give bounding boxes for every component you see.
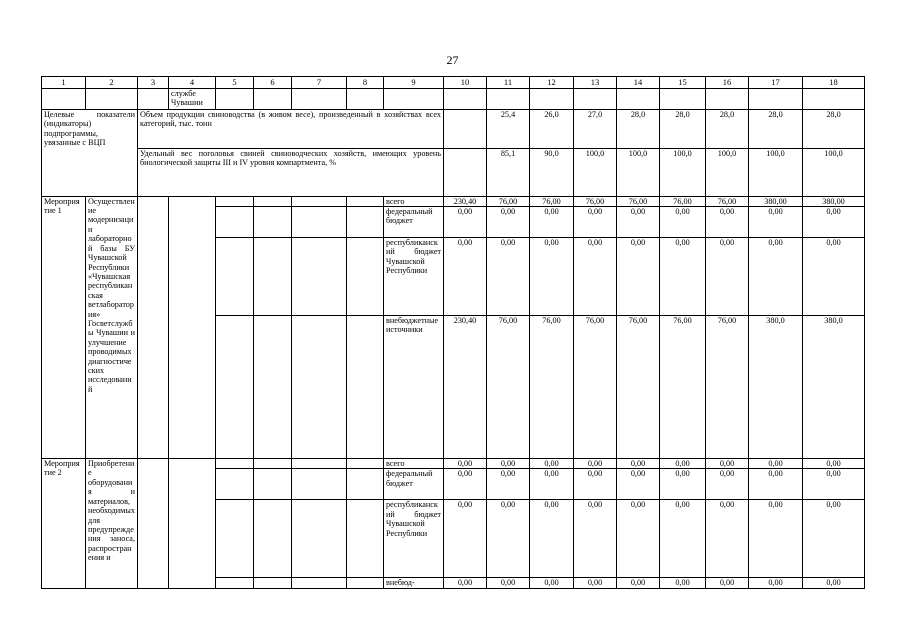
funding-value: 0,00 xyxy=(487,469,530,500)
indicator-value: 28,0 xyxy=(660,110,706,149)
funding-source: внебюджетные источники xyxy=(384,316,444,459)
funding-value: 76,00 xyxy=(487,316,530,459)
empty-cell xyxy=(384,89,444,110)
funding-value: 380,0 xyxy=(749,316,803,459)
column-header: 3 xyxy=(138,77,169,89)
funding-value: 0,00 xyxy=(530,469,574,500)
funding-value: 76,00 xyxy=(530,316,574,459)
funding-source: республиканский бюджет Чувашской Республики xyxy=(384,238,444,316)
funding-value: 76,00 xyxy=(660,316,706,459)
column-header: 8 xyxy=(347,77,384,89)
funding-value: 0,00 xyxy=(706,578,749,588)
empty-cell xyxy=(216,578,254,588)
funding-value: 0,00 xyxy=(749,469,803,500)
activity-description: Осуществление модернизации лабораторной базы БУ Чувашской Республики «Чувашская республиканская ветлаборатория» Госветслужбы Чувашии и улучшение проводимых диагностических исследований xyxy=(86,196,138,458)
funding-value: 0,00 xyxy=(749,238,803,316)
funding-value: 0,00 xyxy=(660,500,706,578)
empty-cell xyxy=(216,238,254,316)
funding-value: 0,00 xyxy=(803,238,865,316)
indicator-value: 100,0 xyxy=(574,148,617,196)
funding-value: 230,40 xyxy=(444,316,487,459)
activity-row xyxy=(42,196,865,206)
empty-cell xyxy=(216,459,254,469)
funding-value: 380,00 xyxy=(803,196,865,206)
empty-cell xyxy=(254,578,292,588)
empty-cell xyxy=(444,148,487,196)
activity-label: Мероприятие 2 xyxy=(42,459,86,589)
empty-cell xyxy=(216,469,254,500)
empty-cell xyxy=(216,500,254,578)
empty-cell xyxy=(292,469,347,500)
funding-value: 0,00 xyxy=(444,578,487,588)
funding-value: 0,00 xyxy=(487,459,530,469)
funding-value: 0,00 xyxy=(660,469,706,500)
funding-value: 0,00 xyxy=(574,578,617,588)
indicator-value: 100,0 xyxy=(617,148,660,196)
column-header: 18 xyxy=(803,77,865,89)
funding-value: 0,00 xyxy=(617,238,660,316)
empty-cell xyxy=(254,207,292,238)
indicator-value: 100,0 xyxy=(749,148,803,196)
funding-value: 0,00 xyxy=(660,207,706,238)
empty-cell xyxy=(254,469,292,500)
funding-value: 0,00 xyxy=(574,238,617,316)
empty-cell xyxy=(292,500,347,578)
empty-cell xyxy=(617,89,660,110)
empty-cell xyxy=(347,469,384,500)
funding-value: 0,00 xyxy=(617,500,660,578)
funding-value: 0,00 xyxy=(749,207,803,238)
column-header: 4 xyxy=(169,77,216,89)
indicator-row xyxy=(42,148,865,196)
funding-value: 380,00 xyxy=(749,196,803,206)
funding-value: 76,00 xyxy=(660,196,706,206)
column-header: 10 xyxy=(444,77,487,89)
activity-label: Мероприятие 1 xyxy=(42,196,86,458)
funding-value: 0,00 xyxy=(803,459,865,469)
funding-value: 76,00 xyxy=(574,196,617,206)
column-header: 5 xyxy=(216,77,254,89)
column-header: 1 xyxy=(42,77,86,89)
indicator-value: 90,0 xyxy=(530,148,574,196)
indicator-value: 28,0 xyxy=(749,110,803,149)
indicator-value: 26,0 xyxy=(530,110,574,149)
column-header: 11 xyxy=(487,77,530,89)
empty-cell xyxy=(254,459,292,469)
funding-value: 0,00 xyxy=(706,459,749,469)
empty-cell xyxy=(42,89,86,110)
column-header: 7 xyxy=(292,77,347,89)
funding-value: 76,00 xyxy=(617,196,660,206)
column-header: 17 xyxy=(749,77,803,89)
empty-cell xyxy=(254,238,292,316)
empty-cell xyxy=(169,459,216,589)
column-header: 6 xyxy=(254,77,292,89)
funding-value: 0,00 xyxy=(803,207,865,238)
column-number-row xyxy=(42,77,865,89)
funding-value: 0,00 xyxy=(660,459,706,469)
funding-value: 0,00 xyxy=(530,578,574,588)
funding-value: 0,00 xyxy=(444,469,487,500)
funding-value: 0,00 xyxy=(706,238,749,316)
empty-cell xyxy=(138,459,169,589)
funding-value: 0,00 xyxy=(444,207,487,238)
empty-cell xyxy=(444,110,487,149)
funding-source: всего xyxy=(384,196,444,206)
funding-value: 76,00 xyxy=(487,196,530,206)
indicator-value: 100,0 xyxy=(706,148,749,196)
funding-value: 0,00 xyxy=(574,459,617,469)
funding-value: 0,00 xyxy=(574,500,617,578)
funding-source: республиканский бюджет Чувашской Республики xyxy=(384,500,444,578)
funding-source: федеральный бюджет xyxy=(384,469,444,500)
column-header: 15 xyxy=(660,77,706,89)
indicator-value: 28,0 xyxy=(617,110,660,149)
funding-value: 0,00 xyxy=(487,500,530,578)
continuation-row xyxy=(42,89,865,110)
funding-value: 0,00 xyxy=(617,207,660,238)
funding-value: 0,00 xyxy=(444,459,487,469)
funding-value: 76,00 xyxy=(617,316,660,459)
funding-value: 380,0 xyxy=(803,316,865,459)
funding-value: 76,00 xyxy=(574,316,617,459)
funding-value: 0,00 xyxy=(530,459,574,469)
continuation-text: службе Чувашии xyxy=(169,89,216,110)
empty-cell xyxy=(706,89,749,110)
empty-cell xyxy=(530,89,574,110)
funding-value: 0,00 xyxy=(444,238,487,316)
column-header: 9 xyxy=(384,77,444,89)
empty-cell xyxy=(292,207,347,238)
empty-cell xyxy=(803,89,865,110)
empty-cell xyxy=(444,89,487,110)
funding-value: 0,00 xyxy=(530,500,574,578)
empty-cell xyxy=(347,196,384,206)
funding-value: 0,00 xyxy=(487,578,530,588)
column-header: 14 xyxy=(617,77,660,89)
empty-cell xyxy=(347,316,384,459)
empty-cell xyxy=(347,578,384,588)
empty-cell xyxy=(292,316,347,459)
indicators-label: Целевые показатели (индикаторы) подпрограммы, увязанные с ВЦП xyxy=(42,110,138,197)
activity-description: Приобретение оборудования и материалов, необходимых для предупреждения заноса, распространения и xyxy=(86,459,138,589)
empty-cell xyxy=(749,89,803,110)
funding-value: 0,00 xyxy=(706,469,749,500)
empty-cell xyxy=(487,89,530,110)
activity-row xyxy=(42,459,865,469)
indicator-value: 100,0 xyxy=(660,148,706,196)
indicator-value: 100,0 xyxy=(803,148,865,196)
empty-cell xyxy=(292,196,347,206)
indicator-value: 28,0 xyxy=(706,110,749,149)
funding-source: федеральный бюджет xyxy=(384,207,444,238)
empty-cell xyxy=(86,89,138,110)
empty-cell xyxy=(347,207,384,238)
funding-value: 230,40 xyxy=(444,196,487,206)
indicator-text: Удельный вес поголовья свиней свиноводческих хозяйств, имеющих уровень биологической защиты III и IV уровня компартмента, % xyxy=(138,148,444,196)
indicator-value: 25,4 xyxy=(487,110,530,149)
empty-cell xyxy=(216,316,254,459)
empty-cell xyxy=(169,196,216,458)
empty-cell xyxy=(254,500,292,578)
empty-cell xyxy=(138,196,169,458)
funding-value: 0,00 xyxy=(530,238,574,316)
funding-value: 0,00 xyxy=(803,469,865,500)
empty-cell xyxy=(292,238,347,316)
empty-cell xyxy=(254,316,292,459)
funding-value: 0,00 xyxy=(803,500,865,578)
empty-cell xyxy=(216,207,254,238)
indicator-value: 27,0 xyxy=(574,110,617,149)
empty-cell xyxy=(347,89,384,110)
funding-value: 0,00 xyxy=(574,207,617,238)
funding-value: 76,00 xyxy=(706,196,749,206)
empty-cell xyxy=(216,196,254,206)
empty-cell xyxy=(574,89,617,110)
empty-cell xyxy=(292,459,347,469)
funding-value: 0,00 xyxy=(660,578,706,588)
column-header: 13 xyxy=(574,77,617,89)
empty-cell xyxy=(347,500,384,578)
empty-cell xyxy=(347,238,384,316)
funding-value: 0,00 xyxy=(574,469,617,500)
indicator-row xyxy=(42,110,865,149)
funding-value: 0,00 xyxy=(706,207,749,238)
funding-value: 0,00 xyxy=(749,578,803,588)
column-header: 12 xyxy=(530,77,574,89)
funding-source: внебюд- xyxy=(384,578,444,588)
indicator-text: Объем продукции свиноводства (в живом весе), произведенный в хозяйствах всех категорий, тыс. тонн xyxy=(138,110,444,149)
empty-cell xyxy=(347,459,384,469)
column-header: 16 xyxy=(706,77,749,89)
funding-value: 0,00 xyxy=(617,459,660,469)
column-header: 2 xyxy=(86,77,138,89)
empty-cell xyxy=(254,89,292,110)
funding-source: всего xyxy=(384,459,444,469)
empty-cell xyxy=(292,578,347,588)
funding-value: 0,00 xyxy=(803,578,865,588)
empty-cell xyxy=(138,89,169,110)
empty-cell xyxy=(660,89,706,110)
funding-value: 76,00 xyxy=(706,316,749,459)
empty-cell xyxy=(254,196,292,206)
page-number: 27 xyxy=(446,53,459,67)
funding-value: 0,00 xyxy=(487,238,530,316)
funding-value: 0,00 xyxy=(749,500,803,578)
funding-value: 0,00 xyxy=(749,459,803,469)
funding-value: 0,00 xyxy=(617,578,660,588)
funding-value: 76,00 xyxy=(530,196,574,206)
funding-value: 0,00 xyxy=(660,238,706,316)
funding-value: 0,00 xyxy=(706,500,749,578)
funding-value: 0,00 xyxy=(444,500,487,578)
empty-cell xyxy=(216,89,254,110)
funding-value: 0,00 xyxy=(530,207,574,238)
indicator-value: 28,0 xyxy=(803,110,865,149)
funding-value: 0,00 xyxy=(487,207,530,238)
empty-cell xyxy=(292,89,347,110)
indicator-value: 85,1 xyxy=(487,148,530,196)
funding-value: 0,00 xyxy=(617,469,660,500)
program-table xyxy=(41,76,865,589)
